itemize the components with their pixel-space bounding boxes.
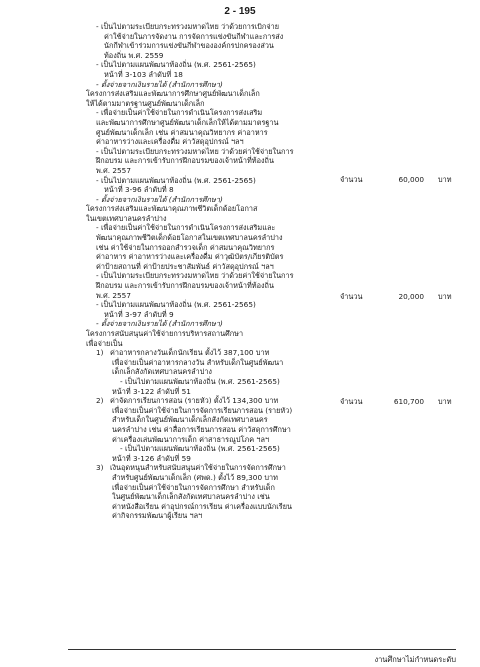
amount-value: 60,000 — [398, 175, 424, 184]
footer-divider — [68, 649, 456, 650]
footer-text: งานศึกษาไม่กำหนดระดับ — [374, 655, 456, 664]
text-line: นักกีฬาเข้าร่วมการแข่งขันกีฬาขององค์กรปกครองส่วน — [104, 41, 274, 51]
text-line: และพัฒนาการศึกษาศูนย์พัฒนาเด็กเล็กให้ได้ตามมาตรฐาน — [96, 117, 279, 127]
text-line: - เพื่อจ่ายเป็นค่าใช้จ่ายในการดำเนินโครงการส่งเสริม — [96, 108, 263, 118]
amount-label: จำนวน — [340, 175, 363, 184]
text-line: เด็กเล็กสังกัดเทศบาลนครลำปาง — [112, 367, 212, 377]
project-title: เพื่อจ่ายเป็น — [86, 338, 123, 348]
text-line: หน้าที่ 3-97 ลำดับที่ 9 — [104, 309, 174, 319]
text-line: พ.ศ. 2557 — [96, 165, 131, 175]
text-line: - ตั้งจ่ายจากเงินรายได้ (สำนักการศึกษา) — [96, 194, 223, 204]
text-line: ศูนย์พัฒนาเด็กเล็ก เช่น ค่าสมนาคุณวิทยากร ค่าอาหาร — [96, 127, 268, 137]
text-line: สำหรับศูนย์พัฒนาเด็กเล็ก (ศพด.) ตั้งไว้ 89,300 บาท — [112, 472, 278, 482]
text-line: ในศูนย์พัฒนาเด็กเล็กสังกัดเทศบาลนครลำปาง เช่น — [112, 492, 270, 502]
text-line: ค่าจัดการเรียนการสอน (รายหัว) ตั้งไว้ 134,300 บาท — [110, 396, 279, 406]
text-line: เพื่อจ่ายเป็นค่าอาหารกลางวัน สำหรับเด็กในศูนย์พัฒนา — [112, 357, 284, 367]
amount-value: 610,700 — [393, 397, 424, 406]
text-line: เงินอุดหนุนสำหรับสนับสนุนค่าใช้จ่ายในการจัดการศึกษา — [110, 463, 286, 473]
text-line: สำหรับเด็กในศูนย์พัฒนาเด็กเล็กสังกัดเทศบาลนคร — [112, 415, 268, 425]
text-line: - เป็นไปตามแผนพัฒนาท้องถิ่น (พ.ศ. 2561-2565) — [120, 376, 280, 386]
text-line: - เป็นไปตามระเบียบกระทรวงมหาดไทย ว่าด้วยค่าใช้จ่ายในการ — [96, 146, 294, 156]
text-line: พัฒนาคุณภาพชีวิตเด็กด้อยโอกาสในเขตเทศบาลนครลำปาง — [96, 233, 283, 243]
text-line: - เป็นไปตามระเบียบกระทรวงมหาดไทย ว่าด้วยค่าใช้จ่ายในการ — [96, 271, 294, 281]
text-line: ฝึกอบรม และการเข้ารับการฝึกอบรมของเจ้าหน้าที่ท้องถิ่น — [96, 281, 274, 291]
text-line: หน้าที่ 3-103 ลำดับที่ 18 — [104, 69, 183, 79]
text-line: ฝึกอบรม และการเข้ารับการฝึกอบรมของเจ้าหน้าที่ท้องถิ่น — [96, 156, 274, 166]
text-line: - ตั้งจ่ายจากเงินรายได้ (สำนักการศึกษา) — [96, 319, 223, 329]
item-number: 1) — [96, 348, 104, 358]
text-line: ค่าอาหาร ค่าอาหารว่างและเครื่องดื่ม ค่าวุฒิบัตร/เกียรติบัตร — [96, 252, 284, 262]
text-line: - เป็นไปตามแผนพัฒนาท้องถิ่น (พ.ศ. 2561-2565) — [120, 444, 280, 454]
amount-unit: บาท — [438, 292, 452, 301]
amount-value: 20,000 — [398, 292, 424, 301]
document-body — [86, 22, 456, 521]
project-title: โครงการส่งเสริมและพัฒนาการศึกษาศูนย์พัฒนาเด็กเล็ก — [86, 89, 260, 99]
text-line: ค่าอาหารกลางวันเด็กนักเรียน ตั้งไว้ 387,100 บาท — [110, 348, 270, 358]
list-item — [86, 463, 456, 473]
text-line: หน้าที่ 3-122 ลำดับที่ 51 — [112, 386, 191, 396]
text-line: เพื่อจ่ายเป็นค่าใช้จ่ายในการจัดการเรียนการสอน (รายหัว) — [112, 405, 293, 415]
amount-unit: บาท — [438, 397, 452, 406]
item-number: 3) — [96, 463, 104, 473]
text-line: ค่าอาหารว่างและเครื่องดื่ม ค่าวัสดุอุปกรณ์ ฯลฯ — [96, 137, 244, 147]
project-title: ในเขตเทศบาลนครลำปาง — [86, 213, 167, 223]
text-line: ค่าป้ายสถานที่ ค่าป้ายประชาสัมพันธ์ ค่าวัสดุอุปกรณ์ ฯลฯ — [96, 261, 274, 271]
text-line: - ตั้งจ่ายจากเงินรายได้ (สำนักการศึกษา) — [96, 79, 223, 89]
text-line: ท้องถิ่น พ.ศ. 2559 — [104, 50, 164, 60]
item-number: 2) — [96, 396, 104, 406]
list-item — [86, 348, 456, 358]
amount-label: จำนวน — [340, 397, 363, 406]
text-line: ค่าใช้จ่ายในการจัดงาน การจัดการแข่งขันกีฬาและการส่ง — [104, 31, 284, 41]
text-line: - เป็นไปตามแผนพัฒนาท้องถิ่น (พ.ศ. 2561-2565) — [96, 175, 256, 185]
project-title: โครงการสนับสนุนค่าใช้จ่ายการบริหารสถานศึกษา — [86, 329, 244, 338]
amount-unit: บาท — [438, 175, 452, 184]
text-line: เพื่อจ่ายเป็นค่าใช้จ่ายในการจัดการศึกษา สำหรับเด็ก — [112, 482, 275, 492]
text-line: นครลำปาง เช่น ค่าสื่อการเรียนการสอน ค่าวัสดุการศึกษา — [112, 424, 291, 434]
amount-label: จำนวน — [340, 292, 363, 301]
project-title: ให้ได้ตามมาตรฐานศูนย์พัฒนาเด็กเล็ก — [86, 98, 205, 108]
project-title: โครงการส่งเสริมและพัฒนาคุณภาพชีวิตเด็กด้อยโอกาส — [86, 204, 258, 214]
text-line: พ.ศ. 2557 — [96, 290, 131, 300]
text-line: หน้าที่ 3-126 ลำดับที่ 59 — [112, 453, 191, 463]
text-line: ค่ากิจกรรมพัฒนาผู้เรียน ฯลฯ — [112, 511, 203, 521]
text-line: ค่าเครื่องเล่นพัฒนาการเด็ก ค่าสาธารณูปโภค ฯลฯ — [112, 434, 270, 444]
text-line: - เป็นไปตามแผนพัฒนาท้องถิ่น (พ.ศ. 2561-2565) — [96, 60, 256, 70]
text-line: หน้าที่ 3-96 ลำดับที่ 8 — [104, 185, 174, 195]
text-line: เช่น ค่าใช้จ่ายในการออกสำรวจเด็ก ค่าสมนาคุณวิทยากร — [96, 242, 275, 252]
text-line: - เป็นไปตามระเบียบกระทรวงมหาดไทย ว่าด้วยการเบิกจ่าย — [96, 22, 279, 31]
text-line: ค่าหนังสือเรียน ค่าอุปกรณ์การเรียน ค่าเครื่องแบบนักเรียน — [112, 501, 292, 511]
text-line: - เป็นไปตามแผนพัฒนาท้องถิ่น (พ.ศ. 2561-2565) — [96, 300, 256, 310]
text-line: - เพื่อจ่ายเป็นค่าใช้จ่ายในการดำเนินโครงการส่งเสริมและ — [96, 223, 276, 233]
page-number: 2 - 195 — [224, 6, 256, 17]
